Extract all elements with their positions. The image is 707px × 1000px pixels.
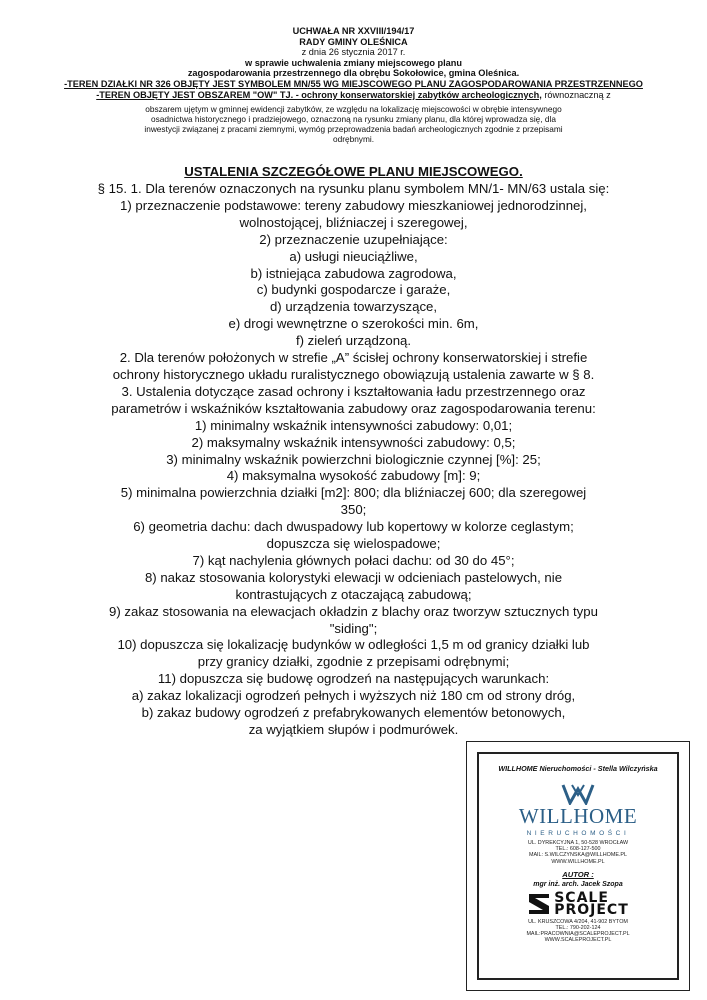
resolution-subject-cont: zagospodarowania przestrzennego dla obrębu Sokołowice, gmina Oleśnica.	[187, 68, 520, 79]
willhome-logo-icon	[561, 783, 595, 805]
contact-line: UL. DYREKCYJNA 1, 50-528 WROCŁAW	[527, 840, 629, 846]
author-name: mgr inż. arch. Jacek Szopa	[533, 880, 623, 888]
body-line: ochrony historycznego układu ruralistycznego obowiązują ustalenia zawarte w § 8.	[112, 366, 595, 382]
body-line: 3) minimalny wskaźnik powierzchni biologicznie czynnej [%]: 25;	[166, 451, 541, 467]
body-line: 2. Dla terenów położonych w strefie „A” ścisłej ochrony konserwatorskiej i strefie	[119, 350, 588, 366]
stamp-inner-frame	[477, 752, 679, 980]
body-line: b) zakaz budowy ogrodzeń z prefabrykowanych elementów betonowych,	[141, 705, 566, 721]
contact-line: MAIL:PRACOWNIA@SCALEPROJECT.PL	[526, 931, 630, 938]
willhome-name: WILLHOME	[518, 804, 638, 828]
scaleproject-line2: PROJECT	[554, 901, 629, 918]
body-line: kontrastujących z otaczającą zabudową;	[235, 586, 472, 602]
body-line: 5) minimalna powierzchnia działki [m2]: 800; dla bliźniaczej 600; dla szeregowej	[120, 485, 587, 501]
body-line: 1) przeznaczenie podstawowe: tereny zabudowy mieszkaniowej jednorodzinnej,	[120, 197, 587, 213]
body-line: § 15. 1. Dla terenów oznaczonych na rysunku planu symbolem MN/1- MN/63 ustala się:	[97, 181, 610, 196]
body-line: 4) maksymalna wysokość zabudowy [m]: 9;	[226, 468, 481, 484]
body-line: 6) geometria dachu: dach dwuspadowy lub kopertowy w kolorze ceglastym;	[133, 519, 574, 535]
section-heading: USTALENIA SZCZEGÓŁOWE PLANU MIEJSCOWEGO.	[184, 164, 523, 179]
contact-line: WWW.SCALEPROJECT.PL	[544, 937, 612, 944]
body-line: 350;	[340, 502, 367, 518]
scaleproject-wordmark	[554, 889, 629, 918]
body-line: a) zakaz lokalizacji ogrodzeń pełnych i wyższych niż 180 cm od strony dróg,	[131, 688, 576, 704]
body-line: d) urządzenia towarzyszące,	[269, 299, 438, 315]
body-line: 10) dopuszcza się lokalizację budynków w odległości 1,5 m od granicy działki lub	[117, 637, 590, 653]
ow-note	[0, 90, 707, 101]
contact-line: TEL.: 790-202-124	[555, 925, 601, 932]
body-line: 7) kąt nachylenia głównych połaci dachu: od 30 do 45°;	[192, 552, 515, 568]
regulation-body	[70, 181, 637, 739]
document-header	[0, 26, 707, 100]
body-line: 2) przeznaczenie uzupełniające:	[259, 231, 448, 247]
author-label: AUTOR :	[562, 869, 594, 879]
note-line: osadnictwa historycznego i pradziejowego, oznaczoną na rysunku zmiany planu, dla której wprowadza się, dla	[151, 114, 556, 124]
contact-line: TEL.: 608-127-500	[555, 846, 601, 853]
archaeology-note	[110, 104, 597, 144]
scaleproject-logo-icon	[527, 892, 551, 916]
body-line: przy granicy działki, zgodnie z przepisami odrębnymi;	[197, 654, 510, 670]
resolution-number: UCHWAŁA NR XXVIII/194/17	[292, 26, 415, 36]
willhome-subtitle: NIERUCHOMOŚCI	[526, 830, 630, 837]
body-line: wolnostojącej, bliźniaczej i szeregowej,	[239, 214, 468, 230]
willhome-contact	[479, 840, 677, 865]
council-name: RADY GMINY OLEŚNICA	[299, 36, 408, 47]
body-line: b) istniejąca zabudowa zagrodowa,	[250, 265, 457, 281]
note-line: odrębnymi.	[332, 134, 375, 144]
note-line: inwestycji związanej z pracami ziemnymi, wymóg przeprowadzenia badań archeologicznych zgodnie z przepisami	[144, 124, 563, 134]
body-line: 8) nakaz stosowania kolorystyki elewacji w odcieniach pastelowych, nie	[144, 569, 563, 585]
body-line: dopuszcza się wielospadowe;	[266, 536, 441, 552]
resolution-date: z dnia 26 stycznia 2017 r.	[301, 47, 406, 58]
body-line: 3. Ustalenia dotyczące zasad ochrony i kształtowania ładu przestrzennego oraz	[121, 383, 586, 399]
stamp-company: WILLHOME Nieruchomości - Stella Wilczyńska	[498, 764, 658, 773]
body-line: 11) dopuszcza się budowę ogrodzeń na następujących warunkach:	[157, 671, 550, 687]
ow-note-rest: równoznaczną z	[541, 89, 611, 100]
body-line: a) usługi nieuciążliwe,	[289, 248, 418, 264]
ow-note-underlined: -TEREN OBJĘTY JEST OBSZAREM "OW" TJ. - ochrony konserwatorskiej zabytków archeologicznych,	[96, 89, 542, 100]
contact-line: MAIL: S.WILCZYNSKA@WILLHOME.PL	[528, 852, 628, 859]
scaleproject-contact	[479, 919, 677, 944]
scaleproject-logo	[479, 889, 677, 918]
body-line: e) drogi wewnętrzne o szerokości min. 6m,	[228, 316, 479, 332]
body-line: 1) minimalny wskaźnik intensywności zabudowy: 0,01;	[194, 417, 513, 433]
title-stamp	[466, 741, 690, 991]
resolution-subject: w sprawie uchwalenia zmiany miejscowego planu	[245, 57, 462, 68]
contact-line: WWW.WILLHOME.PL	[551, 858, 605, 865]
body-line: za wyjątkiem słupów i podmurówek.	[248, 722, 459, 737]
body-line: 2) maksymalny wskaźnik intensywności zabudowy: 0,5;	[191, 434, 516, 450]
body-line: "siding";	[329, 620, 378, 636]
note-line: obszarem ujętym w gminnej ewidencji zabytków, ze względu na lokalizację miejscowości w obrębie intensywnego	[145, 104, 562, 114]
body-line: parametrów i wskaźników kształtowania zabudowy oraz zagospodarowania terenu:	[111, 400, 596, 416]
body-line: c) budynki gospodarcze i garaże,	[256, 282, 451, 298]
body-line: f) zieleń urządzoną.	[295, 333, 412, 349]
contact-line: UL. KRUSZCOWA 4/204, 41-902 BYTOM	[528, 918, 628, 925]
body-line: 9) zakaz stosowania na elewacjach okładzin z blachy oraz tworzyw sztucznych typu	[109, 603, 598, 619]
scaleproject-line1: SCALE	[554, 889, 609, 906]
parcel-note: -TEREN DZIAŁKI NR 326 OBJĘTY JEST SYMBOLEM MN/55 WG MIEJSCOWEGO PLANU ZAGOSPODAROWANIA PRZESTRZENNEGO	[64, 78, 643, 89]
